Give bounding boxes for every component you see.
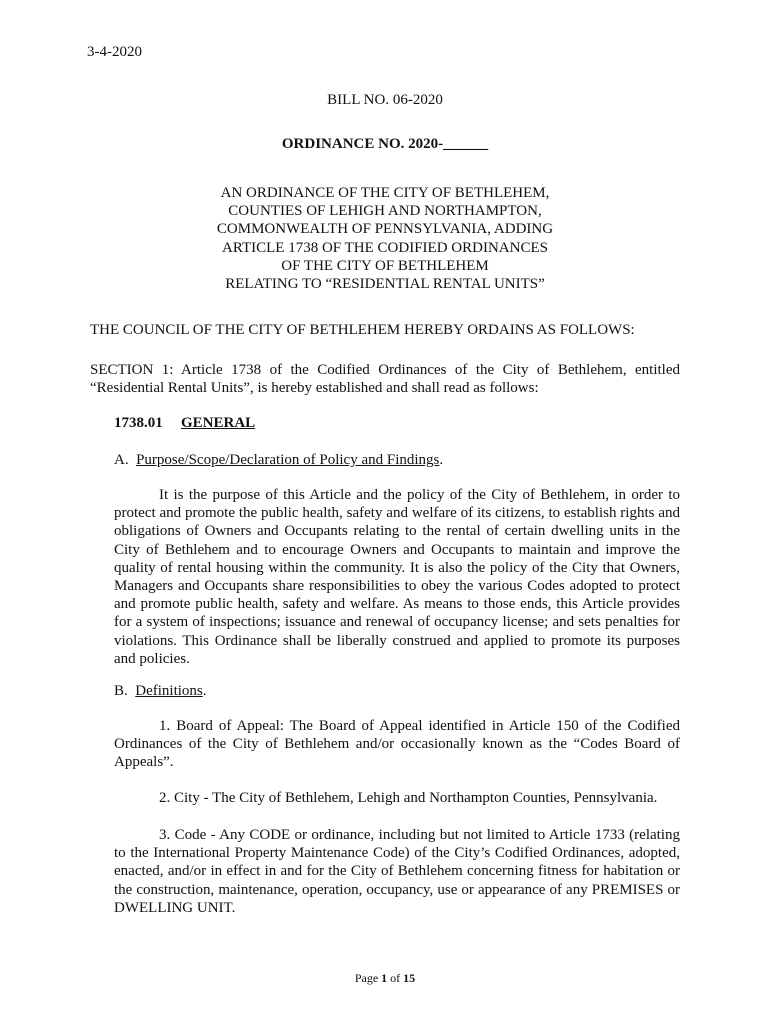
section-heading-title: GENERAL xyxy=(181,415,256,431)
ordinance-number: ORDINANCE NO. 2020-______ xyxy=(281,136,489,152)
footer-total-pages: 15 xyxy=(403,971,416,985)
subsection-b-title: Definitions xyxy=(135,683,203,699)
title-line: AN ORDINANCE OF THE CITY OF BETHLEHEM, xyxy=(220,185,550,201)
document-date: 3-4-2020 xyxy=(87,44,142,60)
definition-item: 1. Board of Appeal: The Board of Appeal identified in Article 150 of the Codified Ordinances of the City of Bethlehem and/or occasionally known as the “Codes Board of Appeals”. xyxy=(114,718,680,771)
ordinance-title xyxy=(0,184,770,293)
definition-item: 3. Code - Any CODE or ordinance, including but not limited to Article 1733 (relating to the International Property Maintenance Code) of the City’s Codified Ordinances, adopted, enacted, and/or in effect in and for the City of Bethlehem concerning fitness for habitation or the construction, maintenance, operation, occupancy, use or appearance of any PREMISES or DWELLING UNIT. xyxy=(114,827,680,916)
purpose-paragraph: It is the purpose of this Article and the policy of the City of Bethlehem, in order to protect and promote the public health, safety and welfare of its citizens, to establish rights and obligations of Owners and Occupants relating to the rental of certain dwelling units in the City of Bethlehem and to encourage Owners and Occupants to maintain and improve the quality of rental housing within the community. It is also the policy of the City that Owners, Managers and Occupants share responsibilities to obey the various Codes adopted to protect and promote public health, safety and welfare. As means to those ends, this Article provides for a system of inspections; issuance and renewal of occupancy license; and sets penalties for violations. This Ordinance shall be liberally construed and applied to promote its purposes and policies. xyxy=(114,487,680,667)
title-line: COMMONWEALTH OF PENNSYLVANIA, ADDING xyxy=(216,221,554,238)
subsection-a-heading: A. Purpose/Scope/Declaration of Policy and Findings. xyxy=(114,452,444,468)
title-line: COUNTIES OF LEHIGH AND NORTHAMPTON, xyxy=(228,203,542,220)
section-heading-number: 1738.01 xyxy=(114,415,163,431)
footer-of-word: of xyxy=(390,971,401,985)
subsection-a-letter: A. xyxy=(114,452,129,468)
title-line: RELATING TO “RESIDENTIAL RENTAL UNITS” xyxy=(225,276,545,293)
definition-item: 2. City - The City of Bethlehem, Lehigh and Northampton Counties, Pennsylvania. xyxy=(159,790,658,806)
page-number-footer xyxy=(0,971,770,986)
title-line: ARTICLE 1738 OF THE CODIFIED ORDINANCES xyxy=(222,239,548,256)
footer-current-page: 1 xyxy=(381,971,388,985)
subsection-b-letter: B. xyxy=(114,683,128,699)
footer-page-word: Page xyxy=(354,971,379,985)
bill-number: BILL NO. 06-2020 xyxy=(327,92,443,108)
subsection-b-heading: B. Definitions. xyxy=(114,683,207,699)
section-1-paragraph: SECTION 1: Article 1738 of the Codified Ordinances of the City of Bethlehem, entitled “Residential Rental Units”, is hereby established and shall read as follows: xyxy=(90,362,680,397)
ordains-statement: THE COUNCIL OF THE CITY OF BETHLEHEM HEREBY ORDAINS AS FOLLOWS: xyxy=(90,322,635,338)
title-line: OF THE CITY OF BETHLEHEM xyxy=(281,257,489,274)
subsection-a-title: Purpose/Scope/Declaration of Policy and Findings xyxy=(136,452,440,468)
